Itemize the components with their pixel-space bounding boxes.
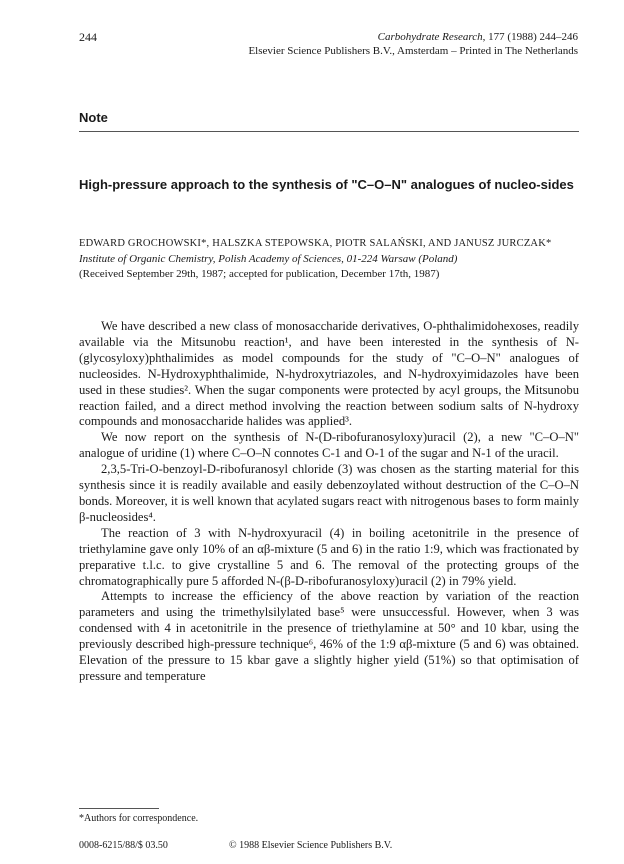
footnote: *Authors for correspondence. <box>79 813 199 824</box>
issn-code: 0008-6215/88/$ 03.50 <box>79 840 168 851</box>
affiliation: Institute of Organic Chemistry, Polish Academy of Sciences, 01-224 Warsaw (Poland) <box>79 253 458 265</box>
journal-issue: 177 (1988) 244–246 <box>485 31 578 43</box>
page-number: 244 <box>79 30 97 44</box>
article-body <box>79 319 579 685</box>
copyright-notice: © 1988 Elsevier Science Publishers B.V. <box>229 840 393 851</box>
journal-header <box>248 30 578 58</box>
journal-name: Carbohydrate Research, <box>377 31 486 43</box>
body-paragraph: Attempts to increase the efficiency of the above reaction by variation of the reaction parameters and using the trimethylsilylated base⁵ were unsuccessful. However, when 3 was condensed with 4 in acetonitrile in the presence of triethylamine at 50° and 10 kbar, using the previously described high-pressure technique⁶, 46% of the 1:9 αβ-mixture (5 and 6) was obtained. Elevation of the pressure to 15 kbar gave a slightly higher yield (51%) so that optimisation of pressure and temperature <box>79 589 579 683</box>
body-paragraph: We now report on the synthesis of N-(D-ribofuranosyloxy)uracil (2), a new "C–O–N" analogue of uridine (1) where C–O–N connotes C-1 and O-1 of the sugar and N-1 of the uracil. <box>79 430 579 461</box>
body-paragraph: 2,3,5-Tri-O-benzoyl-D-ribofuranosyl chloride (3) was chosen as the starting material for this synthesis since it is readily available and easily debenzoylated without destruction of the C–O–N bonds. Moreover, it is well known that acylated sugars react with nitrogenous bases to form mainly β-nucleosides⁴. <box>79 462 579 524</box>
body-paragraph: The reaction of 3 with N-hydroxyuracil (4) in boiling acetonitrile in the presence of triethylamine gave only 10% of an αβ-mixture (5 and 6) in the ratio 1:9, which was fractionated by preparative t.l.c. to give crystalline 5 and 6. The removal of the protecting groups of the chromatographically pure 5 afforded N-(β-D-ribofuranosyloxy)uracil (2) in 79% yield. <box>79 525 579 588</box>
received-dates: (Received September 29th, 1987; accepted for publication, December 17th, 1987) <box>79 268 440 280</box>
footnote-divider <box>79 808 159 809</box>
section-divider <box>79 131 579 132</box>
article-title: High-pressure approach to the synthesis of "C–O–N" analogues of nucleo-sides <box>79 177 574 192</box>
author-list: EDWARD GROCHOWSKI*, HALSZKA STEPOWSKA, PIOTR SALAŃSKI, AND JANUSZ JURCZAK* <box>79 238 552 249</box>
body-paragraph: We have described a new class of monosaccharide derivatives, O-phthalimidohexoses, readily available via the Mitsunobu reaction¹, and have been interested in the synthesis of N-(glycosyloxy)phthalimides as model compounds for the study of "C–O–N" analogues of nucleosides. N-Hydroxyphthalimide, N-hydroxytriazoles, and N-hydroxyimidazoles have been used in these studies². When the sugar components were protected by acyl groups, the Mitsunobu reaction failed, and a direct method involving the reaction between sodium salts of N-hydroxy compounds and monosaccharide halides was applied³. <box>79 319 579 429</box>
section-label: Note <box>79 110 108 125</box>
publisher-line: Elsevier Science Publishers B.V., Amsterdam – Printed in The Netherlands <box>248 45 578 57</box>
